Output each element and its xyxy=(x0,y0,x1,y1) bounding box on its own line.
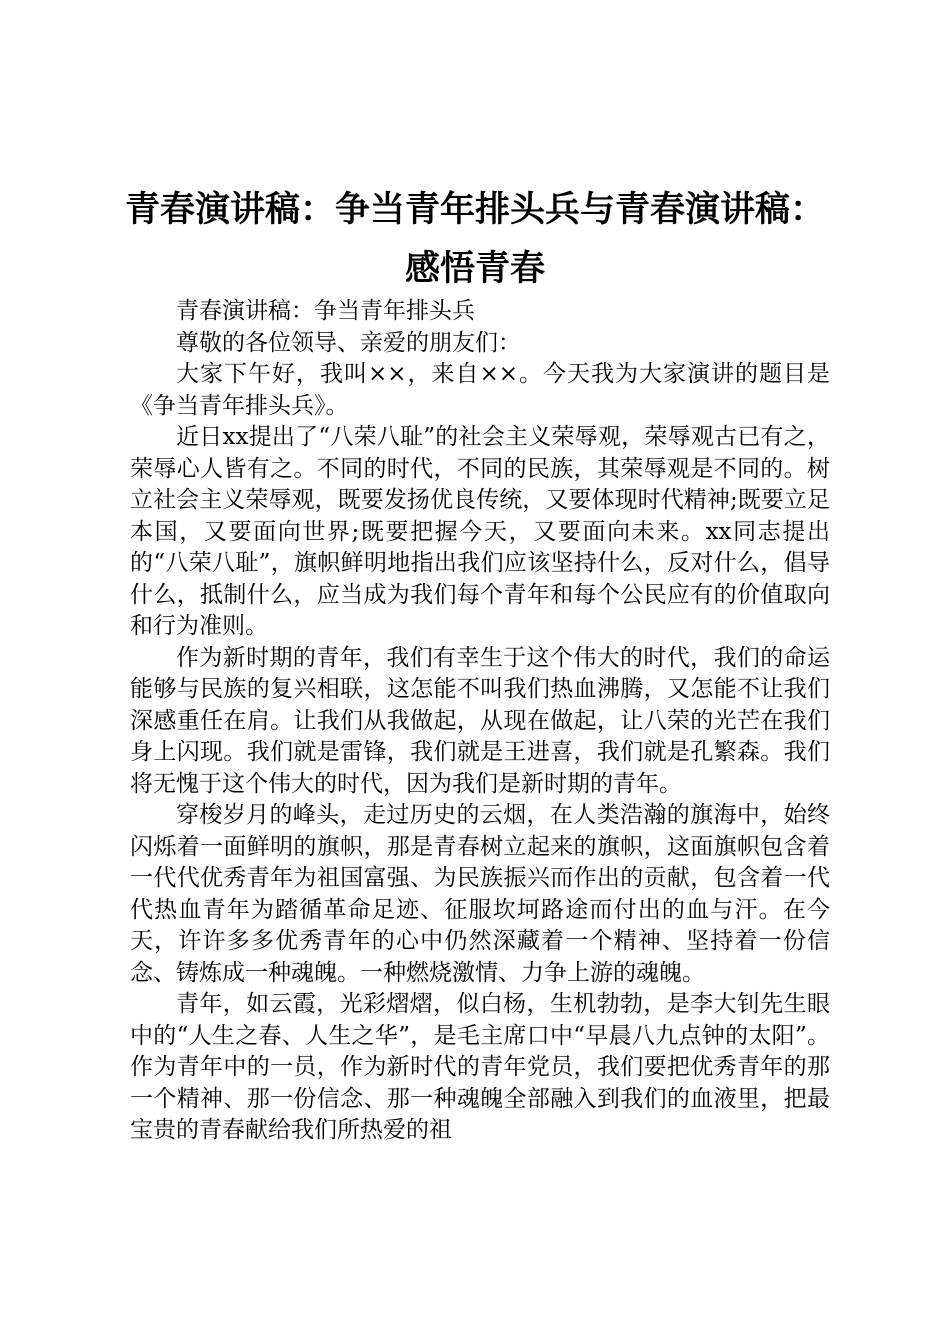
paragraph-salutation: 尊敬的各位领导、亲爱的朋友们： xyxy=(176,329,521,356)
paragraph-speech-title: 青春演讲稿：争当青年排头兵 xyxy=(176,298,475,324)
paragraph-youth-spirit: 青年，如云霞，光彩熠熠，似白杨，生机勃勃，是李大钊先生眼中的“人生之春、人生之华”，是毛主席口中“早晨八九点钟的太阳”。作为青年中的一员，作为新时代的青年党员，我们要把优秀青年的那一个精神、那一份信念、那一种魂魄全部融入到我们的血液里，把最宝贵的青春献给我们所热爱的祖 xyxy=(130,991,830,1143)
document-title-line-1: 青春演讲稿：争当青年排头兵与青春演讲稿： xyxy=(124,190,825,230)
paragraph-greeting: 大家下午好，我叫××，来自××。今天我为大家演讲的题目是《争当青年排头兵》。 xyxy=(130,361,830,419)
paragraph-youth-banner: 穿梭岁月的峰头，走过历史的云烟，在人类浩瀚的旗海中，始终闪烁着一面鲜明的旗帜，那是青春树立起来的旗帜，这面旗帜包含着一代代优秀青年为祖国富强、为民族振兴而作出的贡献，包含着一代代热血青年为踏循革命足迹、征服坎坷路途而付出的血与汗。在今天，许许多多优秀青年的心中仍然深藏着一个精神、坚持着一份信念、铸炼成一种魂魄。一种燃烧激情、力争上游的魂魄。 xyxy=(130,802,830,986)
paragraph-new-era-youth: 作为新时期的青年，我们有幸生于这个伟大的时代，我们的命运能够与民族的复兴相联，这怎能不叫我们热血沸腾，又怎能不让我们深感重任在肩。让我们从我做起，从现在做起，让八荣的光芒在我们身上闪现。我们就是雷锋，我们就是王进喜，我们就是孔繁森。我们将无愧于这个伟大的时代，因为我们是新时期的青年。 xyxy=(130,644,830,797)
document-body xyxy=(130,296,830,1147)
document-title-line-2: 感悟青春 xyxy=(404,249,545,289)
paragraph-honor-shame: 近日xx提出了“八荣八耻”的社会主义荣辱观，荣辱观古已有之，荣辱心人皆有之。不同的时代，不同的民族，其荣辱观是不同的。树立社会主义荣辱观，既要发扬优良传统，又要体现时代精神;既要立足本国，又要面向世界;既要把握今天，又要面向未来。xx同志提出的“八荣八耻”，旗帜鲜明地指出我们应该坚持什么，反对什么，倡导什么，抵制什么，应当成为我们每个青年和每个公民应有的价值取向和行为准则。 xyxy=(130,424,830,639)
